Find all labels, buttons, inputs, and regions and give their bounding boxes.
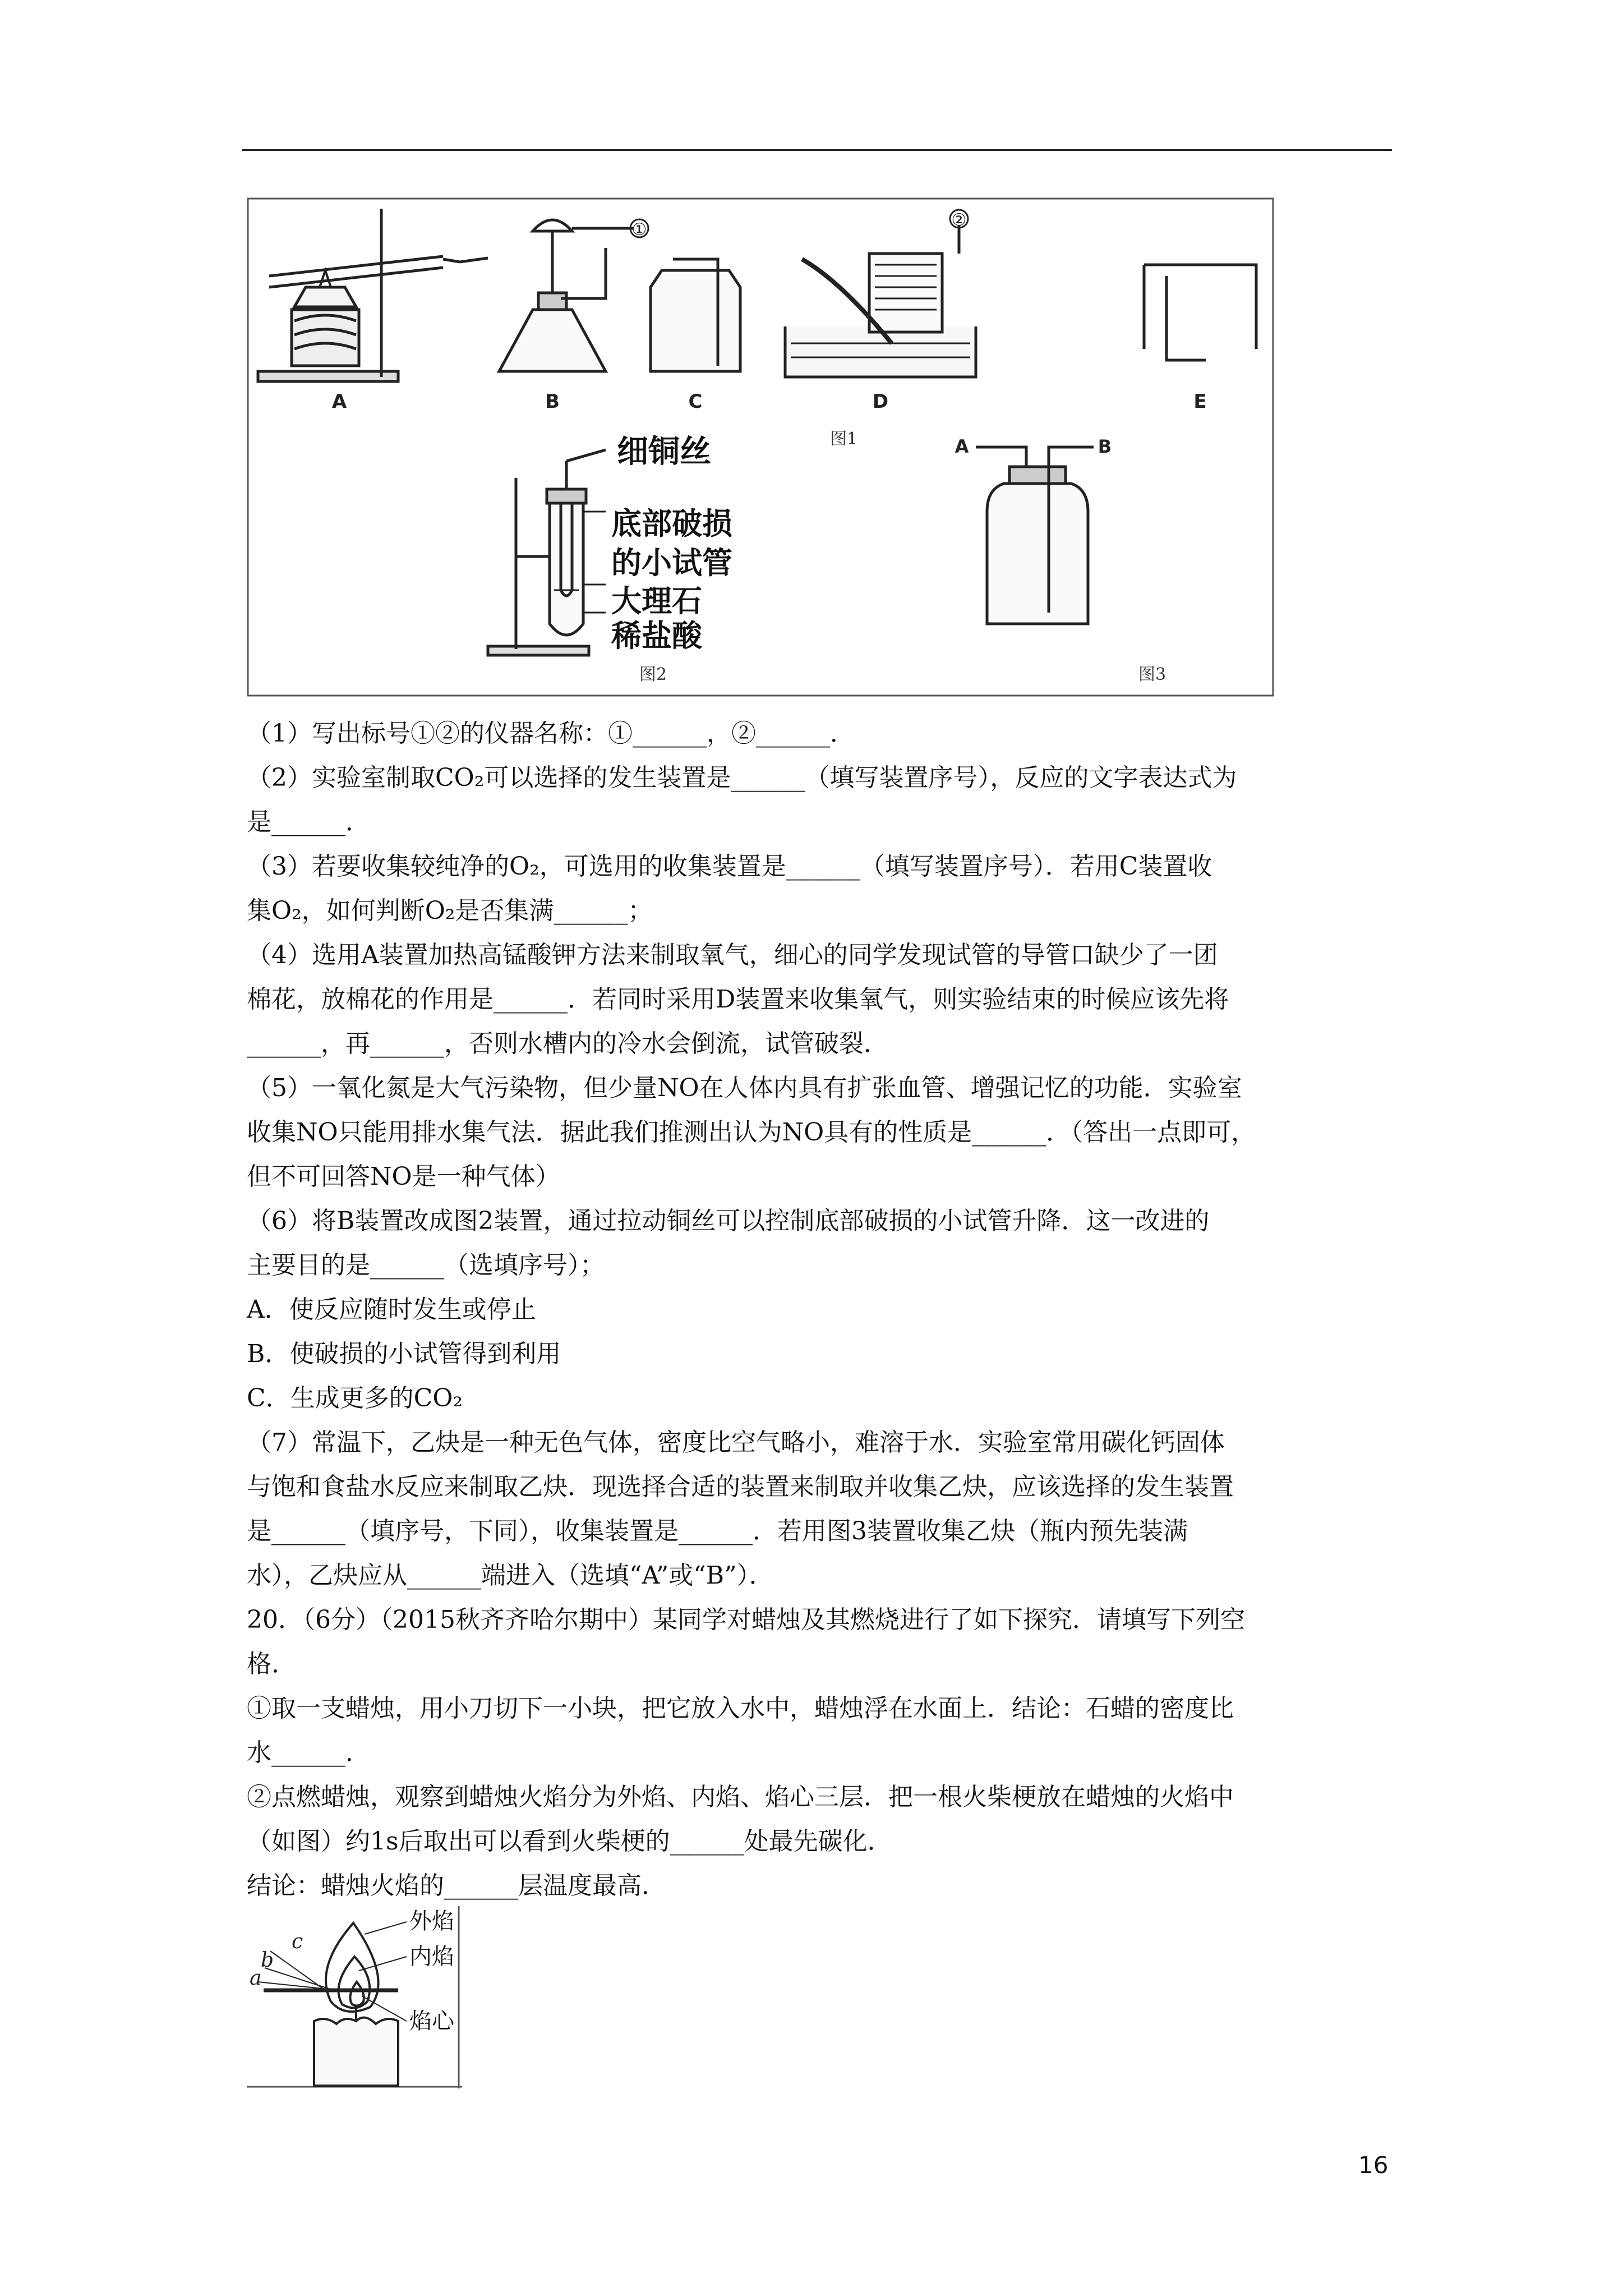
candle-flame-figure bbox=[247, 1906, 462, 2088]
text-line: 水______． bbox=[247, 1738, 370, 1767]
text-line: （4）选用A装置加热高锰酸钾方法来制取氧气，细心的同学发现试管的导管口缺少了一团 bbox=[247, 941, 1218, 969]
device-b bbox=[499, 219, 648, 413]
text-line: 集O₂，如何判断O₂是否集满______； bbox=[247, 896, 653, 925]
text-line: 但不可回答NO是一种气体） bbox=[247, 1162, 560, 1191]
flame-layer-outer: 外焰 bbox=[409, 1908, 454, 1934]
text-line: （2）实验室制取CO₂可以选择的发生装置是______（填写装置序号），反应的文字表达式为 bbox=[247, 763, 1237, 792]
text-line: （1）写出标号①②的仪器名称：①______，②______． bbox=[247, 719, 855, 748]
text-line: （如图）约1s后取出可以看到火柴梗的______处最先碳化． bbox=[247, 1827, 892, 1856]
marker-1: ① bbox=[631, 220, 647, 240]
text-line: 收集NO只能用排水集气法．据此我们推测出认为NO具有的性质是______．（答出一点即可， bbox=[247, 1118, 1256, 1147]
label-a: A bbox=[331, 390, 347, 413]
label-e: E bbox=[1193, 390, 1207, 413]
text-line: （5）一氧化氮是大气污染物，但少量NO在人体内具有扩张血管、增强记忆的功能．实验室 bbox=[247, 1074, 1242, 1102]
text-line: 结论：蜡烛火焰的______层温度最高． bbox=[247, 1871, 666, 1900]
apparatus-figure bbox=[247, 197, 1274, 697]
text-line: 与饱和食盐水反应来制取乙炔．现选择合适的装置来制取并收集乙炔，应该选择的发生装置 bbox=[247, 1473, 1234, 1501]
text-line: 棉花，放棉花的作用是______．若同时采用D装置来收集氧气，则实验结束的时候应该先将 bbox=[247, 985, 1229, 1014]
text-line: 是______（填序号，下同），收集装置是______．若用图3装置收集乙炔（瓶内预先装满 bbox=[247, 1517, 1188, 1545]
device-e bbox=[1144, 265, 1256, 413]
text-line: ①取一支蜡烛，用小刀切下一小块，把它放入水中，蜡烛浮在水面上．结论：石蜡的密度比 bbox=[247, 1694, 1234, 1723]
text-line: 主要目的是______（选填序号）； bbox=[247, 1251, 605, 1280]
text-line: 20．（6分）（2015秋齐齐哈尔期中）某同学对蜡烛及其燃烧进行了如下探究．请填写下列空 bbox=[247, 1605, 1245, 1634]
marker-2: ② bbox=[951, 210, 967, 230]
figure-3 bbox=[955, 436, 1166, 684]
flame-letter-b: b bbox=[261, 1949, 274, 1972]
label-b: B bbox=[545, 390, 560, 413]
text-line: C．生成更多的CO₂ bbox=[247, 1384, 463, 1412]
flame-layer-inner: 内焰 bbox=[409, 1944, 454, 1970]
device-a bbox=[258, 209, 488, 413]
caption-fig1: 图1 bbox=[830, 429, 858, 449]
fig2-label-acid: 稀盐酸 bbox=[611, 618, 702, 654]
text-line: A．使反应随时发生或停止 bbox=[247, 1295, 536, 1324]
fig3-port-b: B bbox=[1098, 436, 1112, 457]
caption-fig3: 图3 bbox=[1138, 665, 1166, 684]
flame-letter-c: c bbox=[292, 1930, 303, 1953]
header-rule bbox=[242, 149, 1392, 151]
text-line: 水），乙炔应从______端进入（选填“A”或“B”）． bbox=[247, 1561, 774, 1590]
text-line: 是______． bbox=[247, 808, 370, 836]
page-number: 16 bbox=[1358, 2151, 1389, 2179]
text-line: （3）若要收集较纯净的O₂，可选用的收集装置是______（填写装置序号）．若用C装置收 bbox=[247, 852, 1212, 881]
fig3-port-a: A bbox=[955, 436, 969, 457]
text-line: 格． bbox=[247, 1650, 296, 1678]
figure-2 bbox=[488, 434, 732, 684]
text-line: ②点燃蜡烛，观察到蜡烛火焰分为外焰、内焰、焰心三层．把一根火柴梗放在蜡烛的火焰中 bbox=[247, 1783, 1234, 1811]
label-c: C bbox=[688, 390, 703, 413]
label-d: D bbox=[872, 390, 889, 413]
caption-fig2: 图2 bbox=[639, 665, 667, 684]
flame-layer-core: 焰心 bbox=[409, 2008, 454, 2034]
fig2-label-tube: 的小试管 bbox=[611, 545, 732, 581]
device-d bbox=[785, 210, 976, 413]
text-line: （7）常温下，乙炔是一种无色气体，密度比空气略小，难溶于水．实验室常用碳化钙固体 bbox=[247, 1428, 1225, 1457]
fig2-label-broken: 底部破损 bbox=[611, 506, 732, 541]
flame-letter-a: a bbox=[250, 1967, 262, 1990]
question-text bbox=[247, 711, 1391, 1908]
text-line: （6）将B装置改成图2装置，通过拉动铜丝可以控制底部破损的小试管升降．这一改进的 bbox=[247, 1207, 1210, 1235]
text-line: ______，再______，否则水槽内的冷水会倒流，试管破裂． bbox=[247, 1029, 888, 1058]
fig2-label-wire: 细铜丝 bbox=[617, 434, 711, 470]
device-c bbox=[651, 259, 740, 413]
text-line: B．使破损的小试管得到利用 bbox=[247, 1340, 561, 1368]
fig2-label-marble: 大理石 bbox=[611, 583, 702, 619]
